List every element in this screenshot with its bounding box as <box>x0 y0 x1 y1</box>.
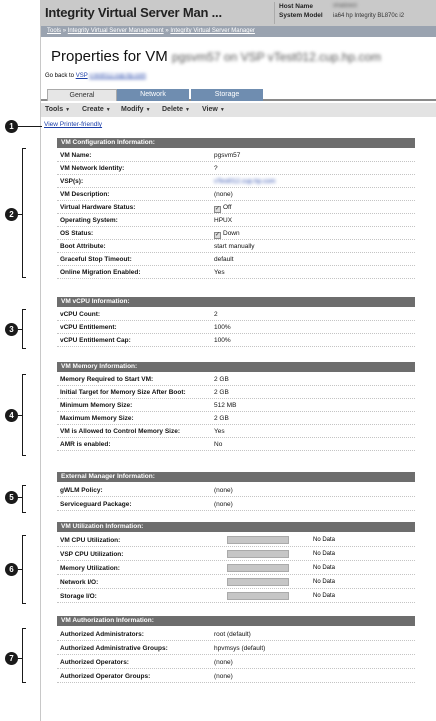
tab-network[interactable]: Network <box>117 89 189 101</box>
callout-line-1 <box>18 126 42 127</box>
menu-create[interactable]: Create ▼ <box>82 106 111 113</box>
row-label: vCPU Entitlement Cap: <box>60 337 131 344</box>
breadcrumb-ivs-management[interactable]: Integrity Virtual Server Management <box>67 28 164 34</box>
table-row <box>57 590 415 603</box>
table-row <box>57 425 415 438</box>
section-vm-configuration <box>57 138 415 283</box>
table-row <box>57 201 415 214</box>
app-header <box>41 0 436 26</box>
row-value: 512 MB <box>214 402 237 409</box>
section-vm-memory <box>57 362 415 458</box>
callout-line-6 <box>18 569 22 570</box>
table-row <box>57 266 415 279</box>
callout-bracket-3 <box>22 309 26 349</box>
row-label: VM CPU Utilization: <box>60 537 121 544</box>
row-label: Minimum Memory Size: <box>60 402 133 409</box>
system-model-label: System Model <box>279 12 323 19</box>
table-row <box>57 373 415 386</box>
row-value: (none) <box>214 659 233 666</box>
table-row <box>57 321 415 334</box>
table-row <box>57 386 415 399</box>
table-row <box>57 214 415 227</box>
row-label: vCPU Entitlement: <box>60 324 117 331</box>
page-title-text: Properties for VM <box>51 48 168 65</box>
system-model-value: ia64 hp Integrity BL870c i2 <box>333 13 405 19</box>
go-back-vsp-host[interactable]: vTest012.cup.hp.com <box>89 73 146 79</box>
row-value: start manually <box>214 243 255 250</box>
row-label: vCPU Count: <box>60 311 101 318</box>
table-row <box>57 548 415 561</box>
row-value: No Data <box>313 579 336 585</box>
host-name-label: Host Name <box>279 3 313 10</box>
callout-6: 6 <box>5 563 18 576</box>
menu-delete[interactable]: Delete ▼ <box>162 106 190 113</box>
row-label: Virtual Hardware Status: <box>60 204 136 211</box>
row-value: No Data <box>313 537 336 543</box>
table-row <box>57 175 415 188</box>
table-row <box>57 562 415 575</box>
row-value: (none) <box>214 487 233 494</box>
callout-line-3 <box>18 329 22 330</box>
callout-2: 2 <box>5 208 18 221</box>
section-external-manager <box>57 472 415 516</box>
section-header: External Manager Information: <box>57 472 415 482</box>
table-row <box>57 628 415 641</box>
tab-general[interactable]: General <box>47 89 117 101</box>
utilization-bar <box>227 536 289 544</box>
row-label: Operating System: <box>60 217 118 224</box>
main-content <box>41 0 436 721</box>
table-row <box>57 498 415 511</box>
utilization-bar <box>227 564 289 572</box>
go-back <box>45 73 146 79</box>
row-label: Online Migration Enabled: <box>60 269 141 276</box>
vsp-link[interactable]: vTest012.cup.hp.com <box>214 178 276 185</box>
host-name-value: shadow3 <box>333 3 358 9</box>
chevron-down-icon: ▼ <box>219 107 225 113</box>
callout-bracket-4 <box>22 374 26 456</box>
menu-modify[interactable]: Modify ▼ <box>121 106 151 113</box>
utilization-bar <box>227 578 289 586</box>
host-info <box>274 2 436 24</box>
row-label: VSP CPU Utilization: <box>60 551 124 558</box>
row-value: HPUX <box>214 217 233 224</box>
row-value: No Data <box>313 593 336 599</box>
table-row <box>57 334 415 347</box>
page-title-vm: pgsvm57 on VSP vTest012.cup.hp.com <box>171 50 382 64</box>
page-title <box>51 48 381 65</box>
breadcrumb-separator: » <box>62 28 67 34</box>
table-row <box>57 399 415 412</box>
callout-bracket-2 <box>22 148 26 278</box>
breadcrumb-ivs-manager[interactable]: Integrity Virtual Server Manager <box>170 28 255 34</box>
row-value: (none) <box>214 673 233 680</box>
table-row <box>57 188 415 201</box>
go-back-prefix: Go back to <box>45 73 75 79</box>
table-row <box>57 227 415 240</box>
callout-bracket-5 <box>22 485 26 513</box>
menu-tools[interactable]: Tools ▼ <box>45 106 71 113</box>
row-label: VM is Allowed to Control Memory Size: <box>60 428 181 435</box>
row-label: Maximum Memory Size: <box>60 415 134 422</box>
callout-bracket-6 <box>22 535 26 604</box>
table-row <box>57 162 415 175</box>
callout-bracket-7 <box>22 628 26 683</box>
row-value: 2 GB <box>214 415 229 422</box>
table-row <box>57 670 415 683</box>
row-label: Authorized Operator Groups: <box>60 673 151 680</box>
breadcrumb-tools[interactable]: Tools <box>47 28 62 34</box>
callout-line-7 <box>18 658 22 659</box>
utilization-bar <box>227 592 289 600</box>
breadcrumb <box>47 28 255 34</box>
row-label: Memory Required to Start VM: <box>60 376 154 383</box>
row-label: Boot Attribute: <box>60 243 106 250</box>
menu-view[interactable]: View ▼ <box>202 106 225 113</box>
row-label: Authorized Administrators: <box>60 631 144 638</box>
table-row <box>57 484 415 497</box>
row-label: Initial Target for Memory Size After Boot: <box>60 389 186 396</box>
table-row <box>57 149 415 162</box>
status-check-icon: ✓ <box>215 232 221 238</box>
row-value: ✓ Off <box>215 204 232 212</box>
row-label: gWLM Policy: <box>60 487 103 494</box>
row-value: No Data <box>313 551 336 557</box>
callout-5: 5 <box>5 491 18 504</box>
tab-storage[interactable]: Storage <box>191 89 263 101</box>
row-label: Authorized Administrative Groups: <box>60 645 168 652</box>
callout-7: 7 <box>5 652 18 665</box>
section-vcpu <box>57 297 415 353</box>
row-label: VM Name: <box>60 152 92 159</box>
table-row <box>57 308 415 321</box>
callout-gutter <box>0 0 40 721</box>
row-value: 2 GB <box>214 376 229 383</box>
row-value: 2 <box>214 311 218 318</box>
row-value: 100% <box>214 324 231 331</box>
row-label: Graceful Stop Timeout: <box>60 256 132 263</box>
row-value: hpvmsys (default) <box>214 645 266 652</box>
breadcrumb-separator: » <box>165 28 169 34</box>
row-label: Serviceguard Package: <box>60 501 132 508</box>
table-row <box>57 240 415 253</box>
callout-line-4 <box>18 415 22 416</box>
row-value: ? <box>214 165 218 172</box>
chevron-down-icon: ▼ <box>105 107 111 113</box>
callout-3: 3 <box>5 323 18 336</box>
utilization-bar <box>227 550 289 558</box>
row-value: No Data <box>313 565 336 571</box>
section-header: VM vCPU Information: <box>57 297 415 307</box>
chevron-down-icon: ▼ <box>65 107 71 113</box>
row-value: Yes <box>214 269 225 276</box>
breadcrumb-bar <box>41 26 436 37</box>
table-row <box>57 576 415 589</box>
table-row <box>57 642 415 655</box>
callout-1: 1 <box>5 120 18 133</box>
table-row <box>57 656 415 669</box>
status-check-icon: ✓ <box>215 206 221 212</box>
chevron-down-icon: ▼ <box>145 107 151 113</box>
section-header: VM Utilization Information: <box>57 522 415 532</box>
row-label: AMR is enabled: <box>60 441 111 448</box>
row-label: VM Network Identity: <box>60 165 125 172</box>
table-row <box>57 534 415 547</box>
callout-line-5 <box>18 497 22 498</box>
row-value: ✓ Down <box>215 230 240 238</box>
row-value: default <box>214 256 234 263</box>
row-label: Storage I/O: <box>60 593 97 600</box>
printer-friendly-link[interactable]: View Printer-friendly <box>44 121 103 128</box>
table-row <box>57 438 415 451</box>
row-value: 2 GB <box>214 389 229 396</box>
row-value: (none) <box>214 191 233 198</box>
menu-toolbar <box>41 103 436 117</box>
row-value: Yes <box>214 428 225 435</box>
row-value: 100% <box>214 337 231 344</box>
app-title: Integrity Virtual Server Man ... <box>45 5 222 20</box>
row-label: Memory Utilization: <box>60 565 120 572</box>
go-back-vsp-link[interactable]: VSP <box>75 73 88 79</box>
tab-bar <box>41 88 436 101</box>
row-label: VSP(s): <box>60 178 84 185</box>
callout-line-2 <box>18 214 22 215</box>
row-value: (none) <box>214 501 233 508</box>
row-label: VM Description: <box>60 191 110 198</box>
section-vm-utilization <box>57 522 415 608</box>
section-header: VM Authorization Information: <box>57 616 415 626</box>
chevron-down-icon: ▼ <box>185 107 190 113</box>
section-header: VM Memory Information: <box>57 362 415 372</box>
section-header: VM Configuration Information: <box>57 138 415 148</box>
row-value: pgsvm57 <box>214 152 241 159</box>
row-label: Authorized Operators: <box>60 659 129 666</box>
table-row <box>57 253 415 266</box>
row-label: Network I/O: <box>60 579 99 586</box>
row-value: No <box>214 441 223 448</box>
section-vm-authorization <box>57 616 415 686</box>
table-row <box>57 412 415 425</box>
row-value: root (default) <box>214 631 251 638</box>
callout-4: 4 <box>5 409 18 422</box>
row-label: OS Status: <box>60 230 94 237</box>
